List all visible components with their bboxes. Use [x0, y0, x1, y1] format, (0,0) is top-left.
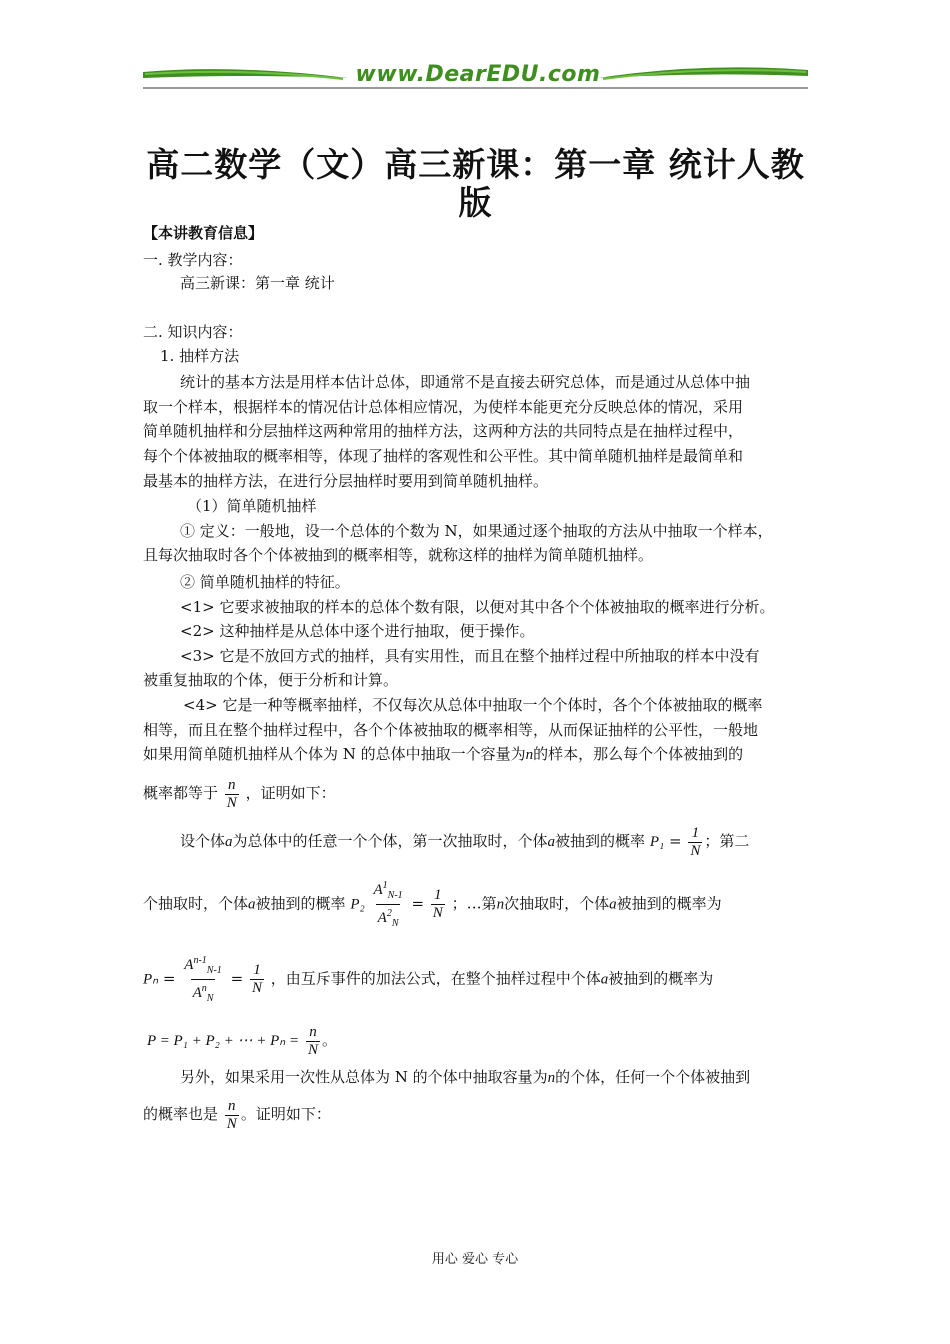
math-a: a: [600, 971, 609, 988]
proof-line-2: 个抽取时，个体a被抽到的概率 P₂ $\frac{A^1_{N-1}}{A^2_N}$ = $\frac{1}{N}$ ；…第n次抽取时，个体a被抽到的概率为: [143, 877, 722, 932]
feature-4-line: 相等，而且在整个抽样过程中，各个个体被抽取的概率相等，从而保证抽样的公平性，一般地: [143, 721, 759, 739]
para1-line: 简单随机抽样和分层抽样这两种常用的抽样方法，这两种方法的共同特点是在抽样过程中，: [143, 422, 744, 440]
prob-line: [143, 775, 336, 812]
fraction-1-over-N: $\frac{1}{N}$: [432, 887, 443, 921]
section-1-heading: 一. 教学内容：: [143, 251, 243, 269]
math-a: a: [225, 834, 233, 850]
math-n: n: [525, 747, 534, 763]
fraction-n-over-N: $\frac{n}{N}$: [307, 1023, 318, 1058]
feature-3-line: <3> 它是不放回方式的抽样，具有实用性，而且在整个抽样过程中所抽取的样本中没有: [180, 647, 760, 665]
prob-text: ，证明如下：: [245, 784, 336, 802]
feature-4-text: 如果用简单随机抽样从个体为 N 的总体中抽取一个容量为: [143, 745, 526, 763]
fraction-A-ratio-n: $\frac{A^{n-1}_{N-1}}{A^n_N}$: [182, 952, 224, 1007]
math-a: a: [248, 896, 256, 913]
math-n: n: [496, 896, 505, 913]
feature-1: <1> 它要求被抽取的样本的总体个数有限，以便对其中各个个体被抽取的概率进行分析。: [180, 598, 775, 616]
math-n: n: [547, 1070, 556, 1086]
other-line-1: 另外，如果采用一次性从总体为 N 的个体中抽取容量为n的个体，任何一个个体被抽到: [180, 1068, 751, 1086]
math-p1: P₁: [649, 834, 665, 850]
section-1-content: 高三新课：第一章 统计: [180, 274, 335, 292]
page-footer: 用心 爱心 专心: [431, 1252, 519, 1267]
para1-line: 最基本的抽样方法，在进行分层抽样时要用到简单随机抽样。: [143, 472, 549, 490]
feature-4-text: 的样本，那么每个个体被抽到的: [533, 745, 744, 763]
prob-text: 概率都等于: [143, 784, 219, 802]
proof-line-1: 设个体a为总体中的任意一个个体，第一次抽取时，个体a被抽到的概率 P₁ = $\frac{1}{N}$ ；第二: [180, 824, 750, 859]
page-title: [143, 146, 808, 222]
definition-line: ① 定义：一般地，设一个总体的个数为 N，如果通过逐个抽取的方法从中抽取一个样本，: [180, 522, 773, 540]
subsection-simple-random: （1）简单随机抽样: [187, 497, 317, 515]
fraction-1-over-N: $\frac{1}{N}$: [251, 962, 262, 996]
sum-formula: P = P₁ + P₂ + ⋯ + Pₙ =: [147, 1033, 300, 1049]
fraction-n-over-N: $\frac{n}{N}$: [226, 776, 237, 811]
fraction-A-ratio: $\frac{A^1_{N-1}}{A^2_N}$: [371, 877, 404, 932]
title-line-1: 高二数学（文）高三新课：第一章 统计人教: [146, 145, 805, 184]
para1-line: 统计的基本方法是用样本估计总体，即通常不是直接去研究总体，而是通过从总体中抽: [180, 373, 751, 391]
para1-line: 每个个体被抽取的概率相等，体现了抽样的客观性和公平性。其中简单随机抽样是最简单和: [143, 447, 744, 465]
feature-2: <2> 这种抽样是从总体中逐个进行抽取，便于操作。: [180, 622, 535, 640]
definition-line: 且每次抽取时各个个体被抽到的概率相等，就称这样的抽样为简单随机抽样。: [143, 546, 654, 564]
proof-line-4: P = P₁ + P₂ + ⋯ + Pₙ = $\frac{n}{N}$ 。: [147, 1023, 337, 1058]
feature-3-line: 被重复抽取的个体，便于分析和计算。: [143, 671, 399, 689]
para1-line: 取一个样本，根据样本的情况估计总体相应情况，为使样本能更充分反映总体的情况，采用: [143, 398, 744, 416]
title-line-2: 版: [458, 183, 493, 222]
math-p2: P₂: [350, 896, 365, 913]
other-line-2: 的概率也是 $\frac{n}{N}$ 。证明如下：: [143, 1097, 331, 1132]
fraction-n-over-N: $\frac{n}{N}$: [226, 1097, 237, 1132]
proof-line-3: Pₙ = $\frac{A^{n-1}_{N-1}}{A^n_N}$ = $\frac{1}{N}$ ，由互斥事件的加法公式，在整个抽样过程中个体a被抽到的概率为: [143, 952, 713, 1007]
section-info-heading: 【本讲教育信息】: [143, 224, 264, 242]
feature-heading: ② 简单随机抽样的特征。: [180, 573, 350, 591]
subsection-sampling: 1. 抽样方法: [160, 347, 240, 365]
feature-4-line: <4> 它是一种等概率抽样，不仅每次从总体中抽取一个个体时，各个个体被抽取的概率: [183, 696, 763, 714]
math-pn: Pₙ: [143, 971, 159, 988]
math-a: a: [547, 834, 556, 850]
fraction-1-over-N: $\frac{1}{N}$: [690, 824, 701, 859]
site-logo-text: www.DearEDU.com: [355, 62, 601, 87]
section-2-heading: 二. 知识内容：: [143, 323, 243, 341]
math-a: a: [609, 896, 617, 913]
site-header: [143, 60, 808, 94]
feature-4-line: [143, 745, 743, 764]
